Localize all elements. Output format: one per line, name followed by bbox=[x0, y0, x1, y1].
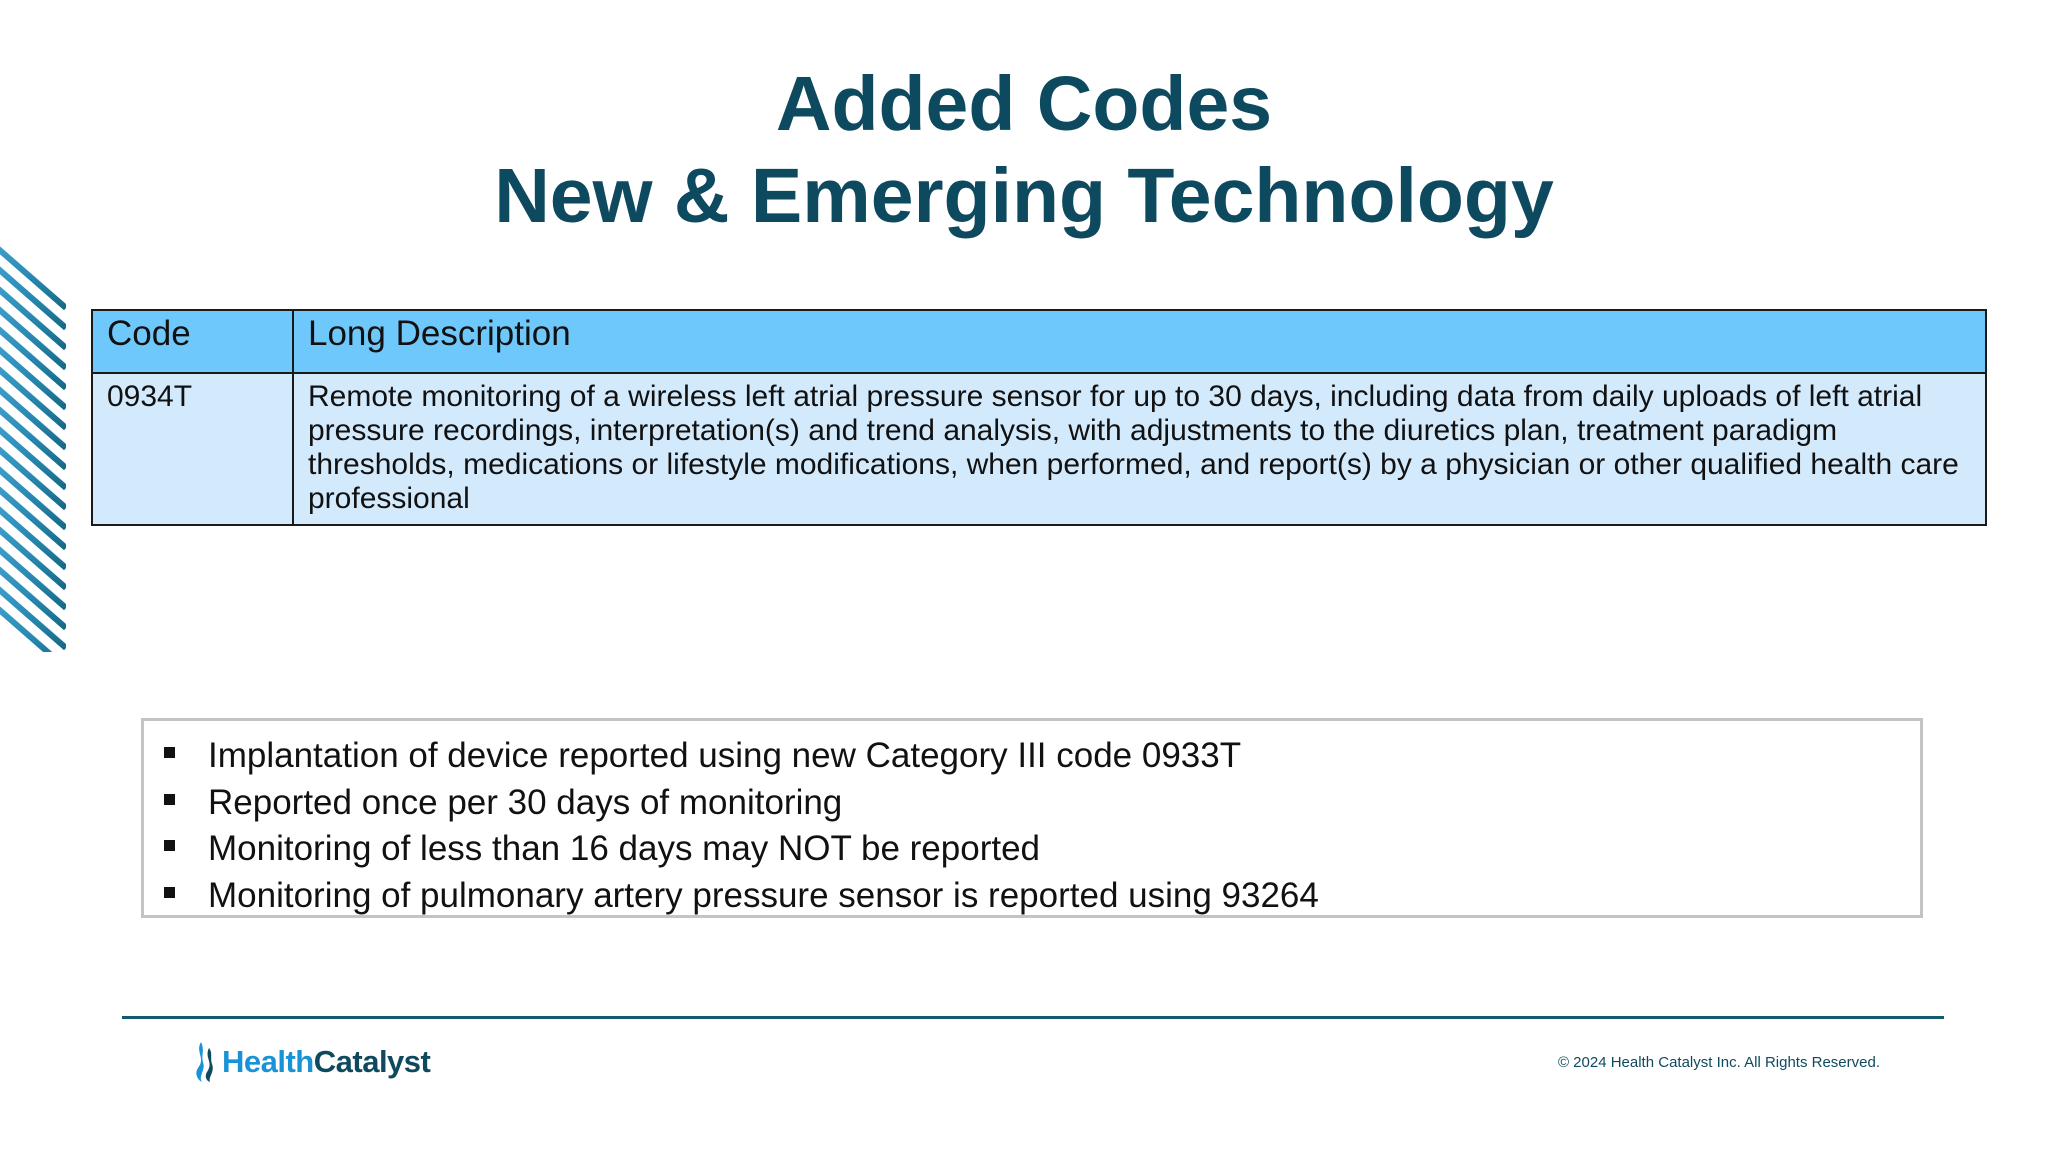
square-bullet-icon bbox=[164, 840, 175, 851]
square-bullet-icon bbox=[164, 887, 175, 898]
logo-health-text: Health bbox=[222, 1044, 314, 1079]
note-text: Implantation of device reported using new Category III code 0933T bbox=[208, 736, 1242, 775]
note-text: Reported once per 30 days of monitoring bbox=[208, 782, 843, 822]
code-table bbox=[91, 309, 1987, 526]
header-long-description: Long Description bbox=[293, 310, 1986, 373]
square-bullet-icon bbox=[164, 794, 175, 805]
list-item bbox=[164, 873, 1920, 920]
notes-list bbox=[164, 733, 1920, 919]
title-line-2: New & Emerging Technology bbox=[494, 153, 1554, 239]
list-item bbox=[164, 733, 1920, 780]
logo-wordmark bbox=[222, 1040, 430, 1084]
logo-catalyst-text: Catalyst bbox=[313, 1044, 431, 1079]
health-catalyst-logo bbox=[192, 1040, 430, 1084]
flame-logo-icon bbox=[192, 1040, 218, 1084]
header-code: Code bbox=[92, 310, 293, 373]
note-text: Monitoring of pulmonary artery pressure sensor is reported using 93264 bbox=[208, 875, 1319, 915]
table-header-row bbox=[92, 310, 1986, 373]
notes-box bbox=[141, 718, 1923, 918]
copyright-text: © 2024 Health Catalyst Inc. All Rights Reserved. bbox=[1557, 1054, 1880, 1071]
title-line-1: Added Codes bbox=[775, 61, 1273, 147]
list-item bbox=[164, 780, 1920, 827]
diagonal-stripes-decoration bbox=[0, 218, 66, 652]
cell-description: Remote monitoring of a wireless left atrial pressure sensor for up to 30 days, including data from daily uploads of left atrial pressure recordings, interpretation(s) and trend analysis, with adjustments to the diuretics plan, treatment paradigm thresholds, medications or lifestyle modifications, when performed, and report(s) by a physician or other qualified health care professional bbox=[293, 373, 1986, 525]
note-text: Monitoring of less than 16 days may NOT be reported bbox=[208, 829, 1041, 868]
table-row bbox=[92, 373, 1986, 525]
list-item bbox=[164, 826, 1920, 873]
footer-divider bbox=[122, 1016, 1944, 1019]
slide-title bbox=[0, 58, 2048, 242]
square-bullet-icon bbox=[164, 747, 175, 758]
cell-code: 0934T bbox=[92, 373, 293, 525]
